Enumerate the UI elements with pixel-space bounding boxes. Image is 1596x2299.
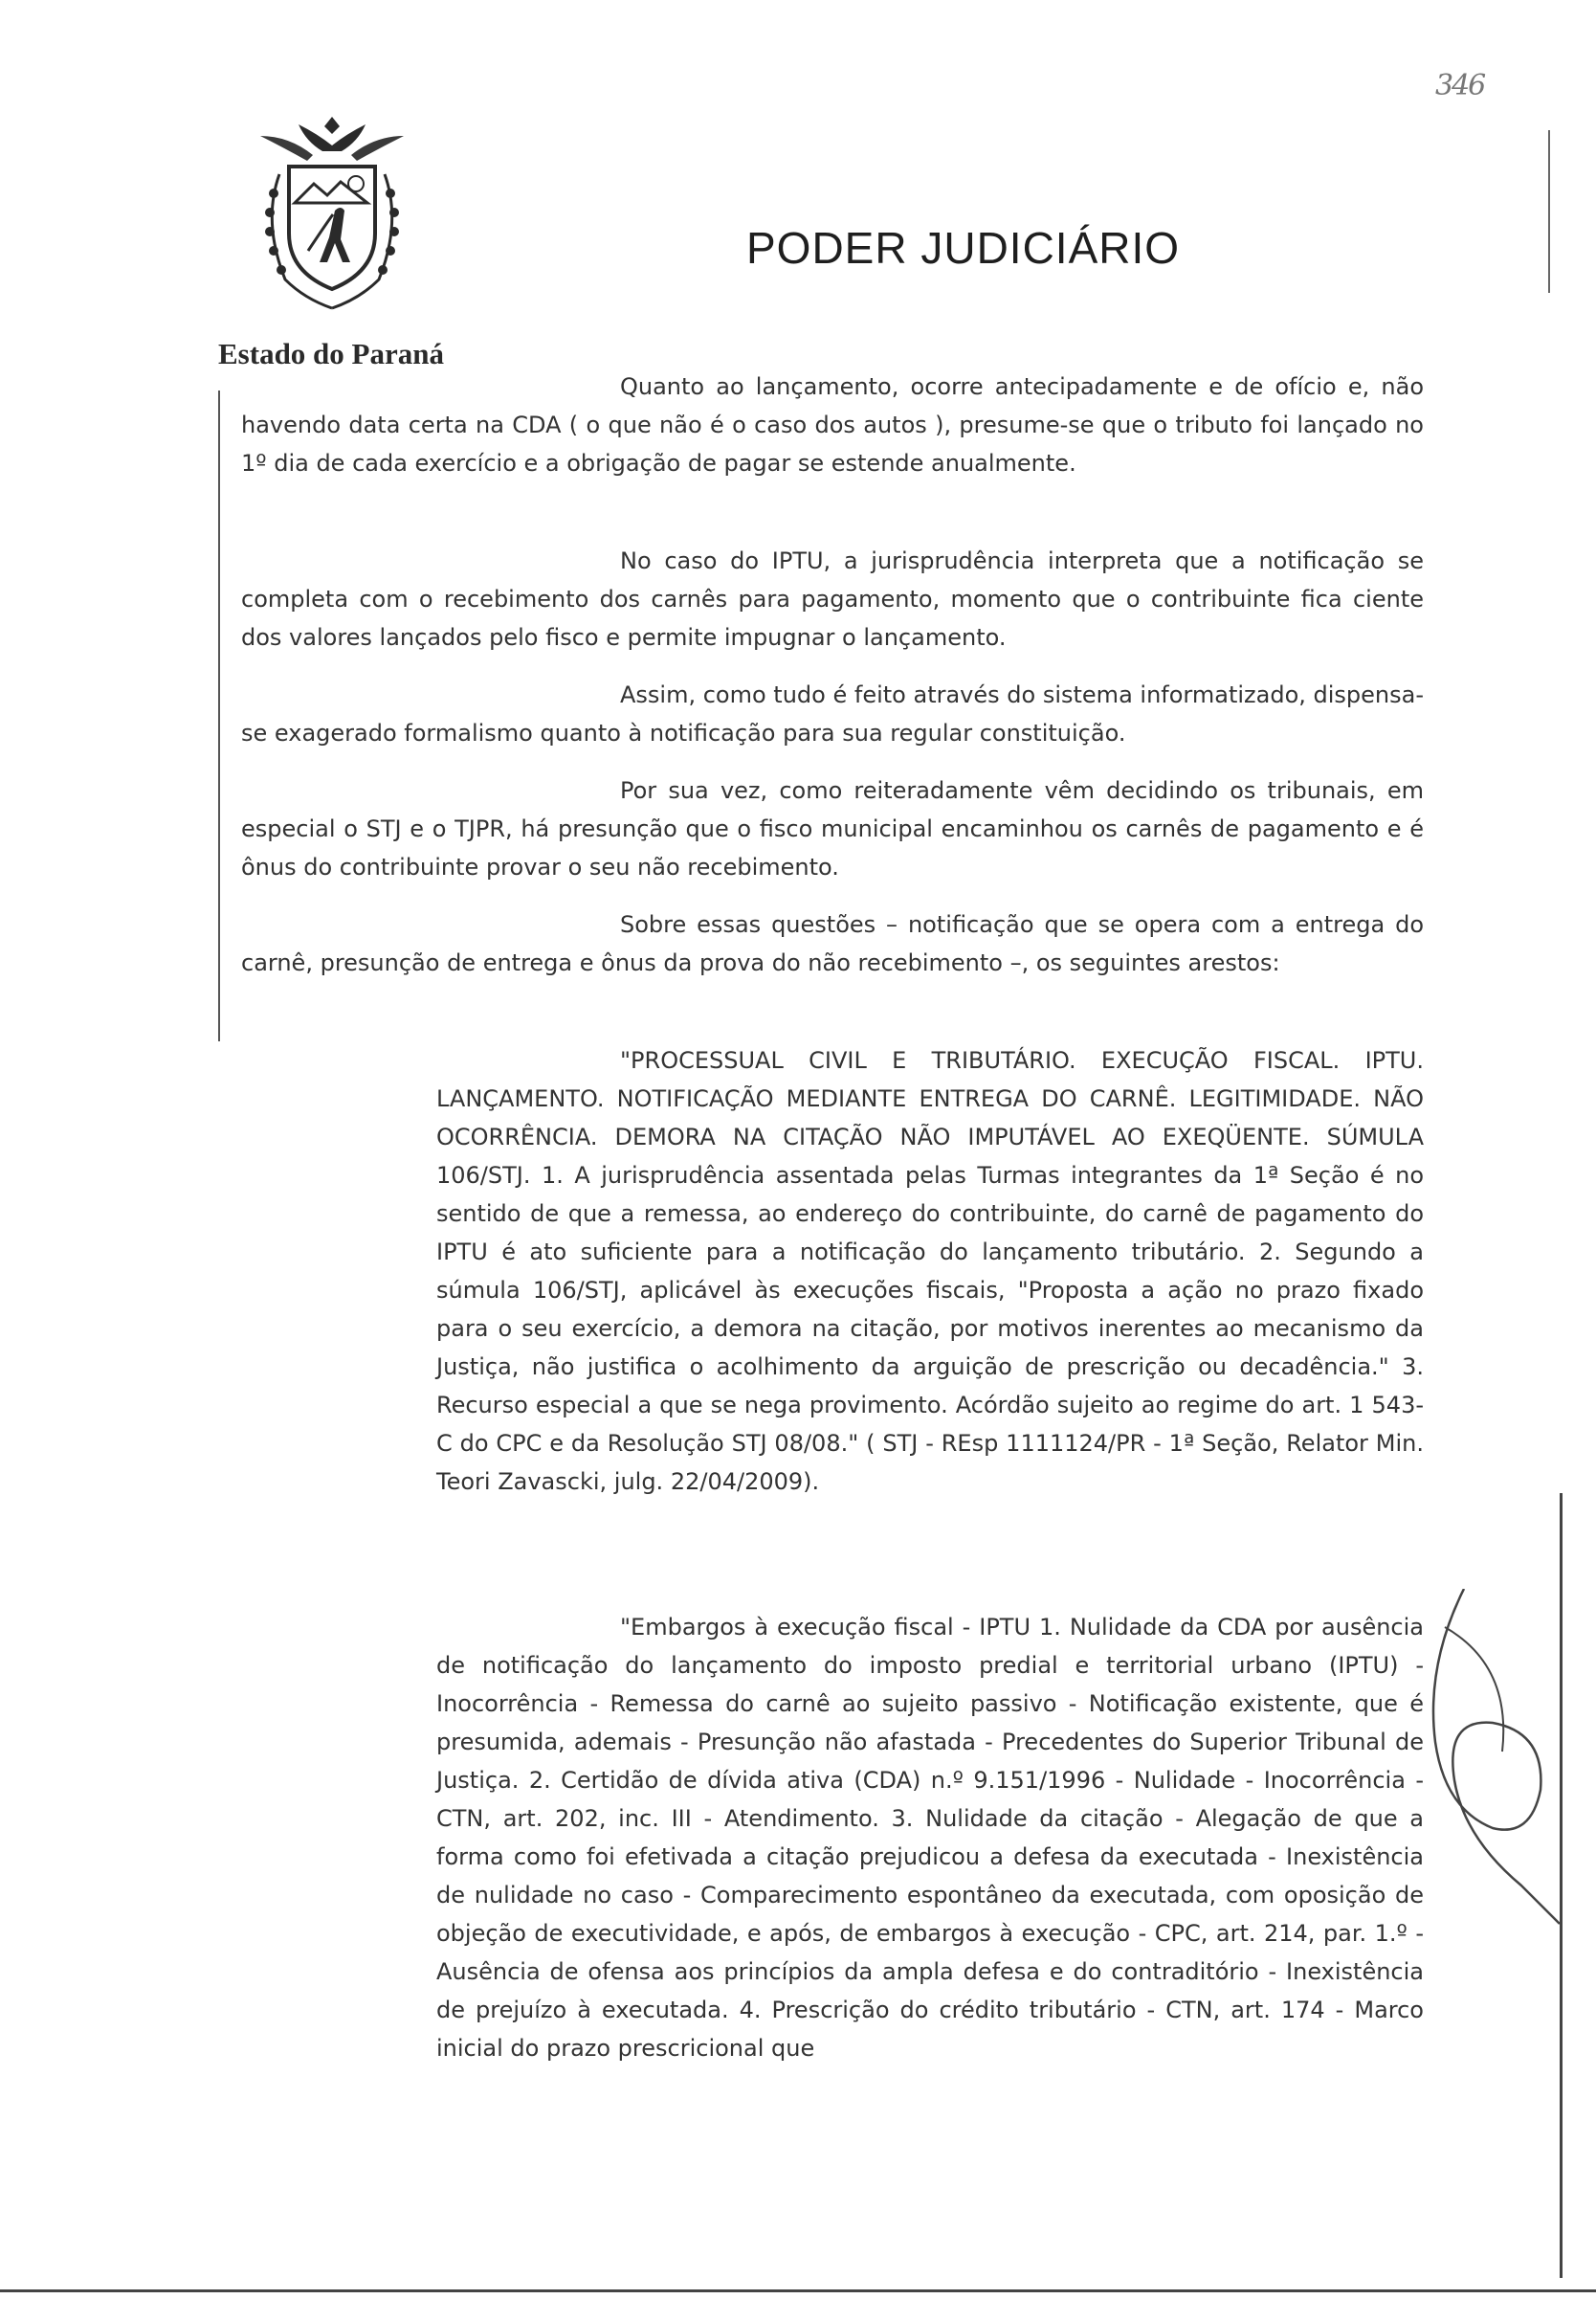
paragraph-informatized-system: Assim, como tudo é feito através do sistema informatizado, dispensa-se exagerado formalismo quanto à notificação para sua regular constituição. [241, 681, 1424, 747]
paragraph-presumption: Por sua vez, como reiteradamente vêm decidindo os tribunais, em especial o STJ e o TJPR, há presunção que o fisco municipal encaminhou os carnês de pagamento e é ônus do contribuinte provar o seu não recebimento. [241, 777, 1424, 881]
scan-edge-mark [1560, 1493, 1563, 2278]
handwritten-page-number: 346 [1435, 69, 1485, 102]
margin-rule [218, 391, 220, 1041]
quote-embargos: "Embargos à execução fiscal - IPTU 1. Nulidade da CDA por ausência de notificação do lançamento do imposto predial e territorial urbano (IPTU) - Inocorrência - Remessa do carnê ao sujeito passivo - Notificação existente, que é presumida, ademais - Presunção não afastada - Precedentes do Superior Tribunal de Justiça. 2. Certidão de dívida ativa (CDA) n.º 9.151/1996 - Nulidade - Inocorrência - CTN, art. 202, inc. III - Atendimento. 3. Nulidade da citação - Alegação de que a forma como foi efetivada a citação prejudicou a defesa da executada - Inexistência de nulidade no caso - Comparecimento espontâneo da executada, com oposição de objeção de executividade, e após, de embargos à execução - CPC, art. 214, par. 1.º - Ausência de ofensa aos princípios da ampla defesa e do contraditório - Inexistência de prejuízo à executada. 4. Prescrição do crédito tributário - CTN, art. 174 - Marco inicial do prazo prescricional que [436, 1614, 1424, 2062]
handwritten-initials-icon [1407, 1589, 1560, 1933]
state-name: Estado do Paraná [218, 337, 444, 370]
quote-stj-resp: "PROCESSUAL CIVIL E TRIBUTÁRIO. EXECUÇÃO FISCAL. IPTU. LANÇAMENTO. NOTIFICAÇÃO MEDIANTE ENTREGA DO CARNÊ. LEGITIMIDADE. NÃO OCORRÊNCIA. DEMORA NA CITAÇÃO NÃO IMPUTÁVEL AO EXEQÜENTE. SÚMULA 106/STJ. 1. A jurisprudência assentada pelas Turmas integrantes da 1ª Seção é no sentido de que a remessa, ao endereço do contribuinte, do carnê de pagamento do IPTU é ato suficiente para a notificação do lançamento tributário. 2. Segundo a súmula 106/STJ, aplicável às execuções fiscais, "Proposta a ação no prazo fixado para o seu exercício, a demora na citação, por motivos inerentes ao mecanismo da Justiça, não justifica o acolhimento da arguição de prescrição ou decadência." 3. Recurso especial a que se nega provimento. Acórdão sujeito ao regime do art. 1 543-C do CPC e da Resolução STJ 08/08." ( STJ - REsp 1111124/PR - 1ª Seção, Relator Min. Teori Zavascki, julg. 22/04/2009). [436, 1047, 1424, 1495]
scan-edge-mark [1548, 130, 1550, 293]
scan-bottom-edge [0, 2289, 1596, 2292]
court-title: PODER JUDICIÁRIO [746, 223, 1181, 273]
paragraph-questions: Sobre essas questões – notificação que se opera com a entrega do carnê, presunção de entrega e ônus da prova do não recebimento –, os seguintes arestos: [241, 911, 1424, 976]
paragraph-launch: Quanto ao lançamento, ocorre antecipadamente e de ofício e, não havendo data certa na CDA ( o que não é o caso dos autos ), presume-se que o tributo foi lançado no 1º dia de cada exercício e a obrigação de pagar se estende anualmente. [241, 373, 1424, 477]
paragraph-iptu-notification: No caso do IPTU, a jurisprudência interpreta que a notificação se completa com o recebimento dos carnês para pagamento, momento que o contribuinte fica ciente dos valores lançados pelo fisco e permite impugnar o lançamento. [241, 547, 1424, 651]
parana-coat-of-arms-icon [241, 107, 423, 318]
